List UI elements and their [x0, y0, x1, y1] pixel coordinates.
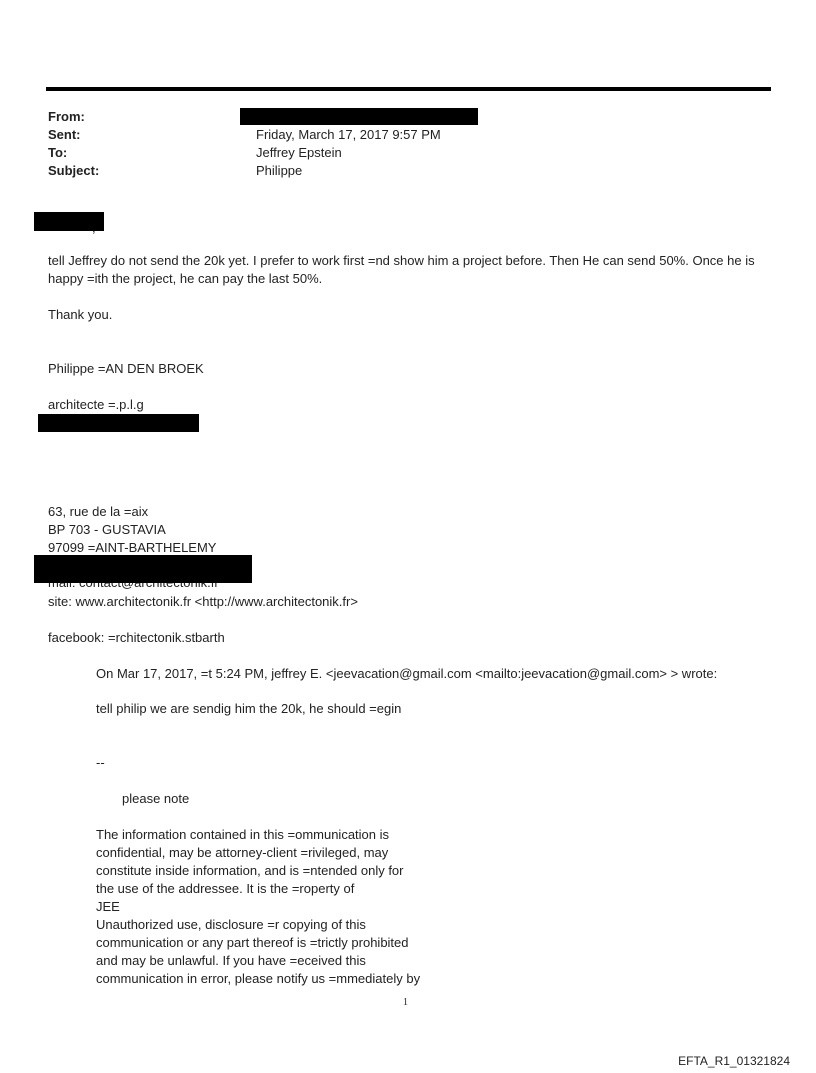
site-line: site: www.architectonik.fr <http://www.architectonik.fr>: [48, 594, 358, 609]
disclaimer-line: the use of the addressee. It is the =roperty of: [96, 881, 355, 896]
note-label: please note: [122, 791, 190, 806]
signature-name: Philippe =AN DEN BROEK: [48, 361, 204, 376]
quoted-attribution: On Mar 17, 2017, =t 5:24 PM, jeffrey E. <jeevacation@gmail.com <mailto:jeevacation@gmail.com> > wrote:: [96, 666, 718, 681]
signature-title: architecte =.p.l.g: [48, 397, 144, 412]
disclaimer-line: Unauthorized use, disclosure =r copying of this: [96, 917, 366, 932]
thanks-line: Thank you.: [48, 307, 113, 322]
disclaimer-line: constitute inside information, and is =ntended only for: [96, 863, 404, 878]
sent-value: Friday, March 17, 2017 9:57 PM: [256, 127, 441, 142]
from-label: From:: [48, 109, 85, 124]
subject-value: Philippe: [256, 163, 303, 178]
redaction-from: [240, 108, 478, 125]
document-id: EFTA_R1_01321824: [678, 1054, 790, 1068]
disclaimer-line: The information contained in this =ommunication is: [96, 827, 390, 842]
to-label: To:: [48, 145, 68, 160]
page-number: 1: [403, 997, 408, 1008]
quoted-message: tell philip we are sendig him the 20k, he should =egin: [96, 701, 402, 716]
redaction-contact: [34, 555, 252, 583]
sent-label: Sent:: [48, 127, 81, 142]
disclaimer-line: confidential, may be attorney-client =rivileged, may: [96, 845, 389, 860]
disclaimer-line: JEE: [96, 899, 120, 914]
quoted-separator: --: [96, 755, 105, 770]
address-line-3: 97099 =AINT-BARTHELEMY: [48, 540, 217, 555]
subject-label: Subject:: [48, 163, 100, 178]
address-line-1: 63, rue de la =aix: [48, 504, 149, 519]
disclaimer-line: communication in error, please notify us =mmediately by: [96, 971, 421, 986]
redaction-greeting: [34, 212, 104, 231]
header-rule: [46, 87, 771, 91]
disclaimer-line: and may be unlawful. If you have =eceived this: [96, 953, 366, 968]
address-line-2: BP 703 - GUSTAVIA: [48, 522, 166, 537]
body-paragraph: tell Jeffrey do not send the 20k yet. I prefer to work first =nd show him a project before. Then He can send 50%. Once he is happy =ith the project, he can pay the last 50%.: [48, 253, 755, 286]
redaction-signature: [38, 414, 199, 432]
disclaimer-line: communication or any part thereof is =trictly prohibited: [96, 935, 409, 950]
to-value: Jeffrey Epstein: [256, 145, 342, 160]
facebook-line: facebook: =rchitectonik.stbarth: [48, 630, 225, 645]
